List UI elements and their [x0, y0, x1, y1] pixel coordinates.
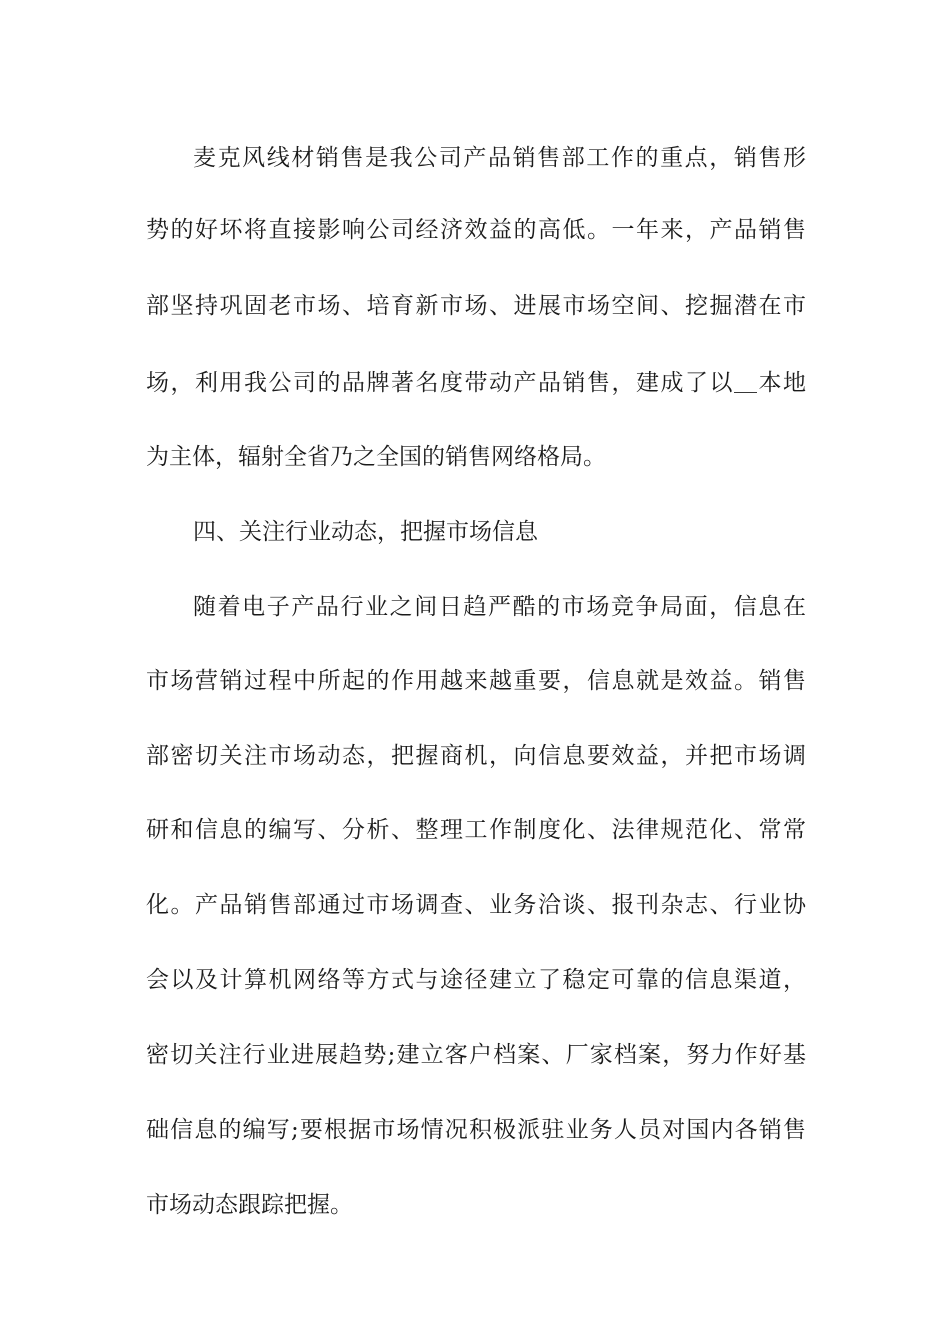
section-heading-text: 四、关注行业动态，把握市场信息: [193, 519, 538, 545]
paragraph-line: 麦克风线材销售是我公司产品销售部工作的重点，销售形: [193, 145, 806, 171]
paragraph-line: 部坚持巩固老市场、培育新市场、进展市场空间、挖掘潜在市: [146, 293, 806, 319]
paragraph-line: 市场营销过程中所起的作用越来越重要，信息就是效益。销售: [146, 668, 806, 694]
paragraph-line: 部密切关注市场动态，把握商机，向信息要效益，并把市场调: [146, 743, 806, 769]
paragraph-line: 研和信息的编写、分析、整理工作制度化、法律规范化、常常: [146, 817, 806, 843]
paragraph-line: 密切关注行业进展趋势;建立客户档案、厂家档案，努力作好基: [146, 1042, 806, 1068]
paragraph-line: 为主体，辐射全省乃之全国的销售网络格局。: [146, 444, 606, 470]
paragraph-line: 随着电子产品行业之间日趋严酷的市场竞争局面，信息在: [193, 594, 806, 620]
paragraph-line: 市场动态跟踪把握。: [146, 1192, 353, 1218]
paragraph-line: 会以及计算机网络等方式与途径建立了稳定可靠的信息渠道，: [146, 967, 806, 993]
paragraph-line: 场，利用我公司的品牌著名度带动产品销售，建成了以＿本地: [146, 370, 806, 396]
paragraph-line: 势的好坏将直接影响公司经济效益的高低。一年来，产品销售: [146, 217, 806, 243]
paragraph-line: 础信息的编写;要根据市场情况积极派驻业务人员对国内各销售: [146, 1117, 806, 1143]
paragraph-line: 化。产品销售部通过市场调查、业务洽谈、报刊杂志、行业协: [146, 892, 806, 918]
